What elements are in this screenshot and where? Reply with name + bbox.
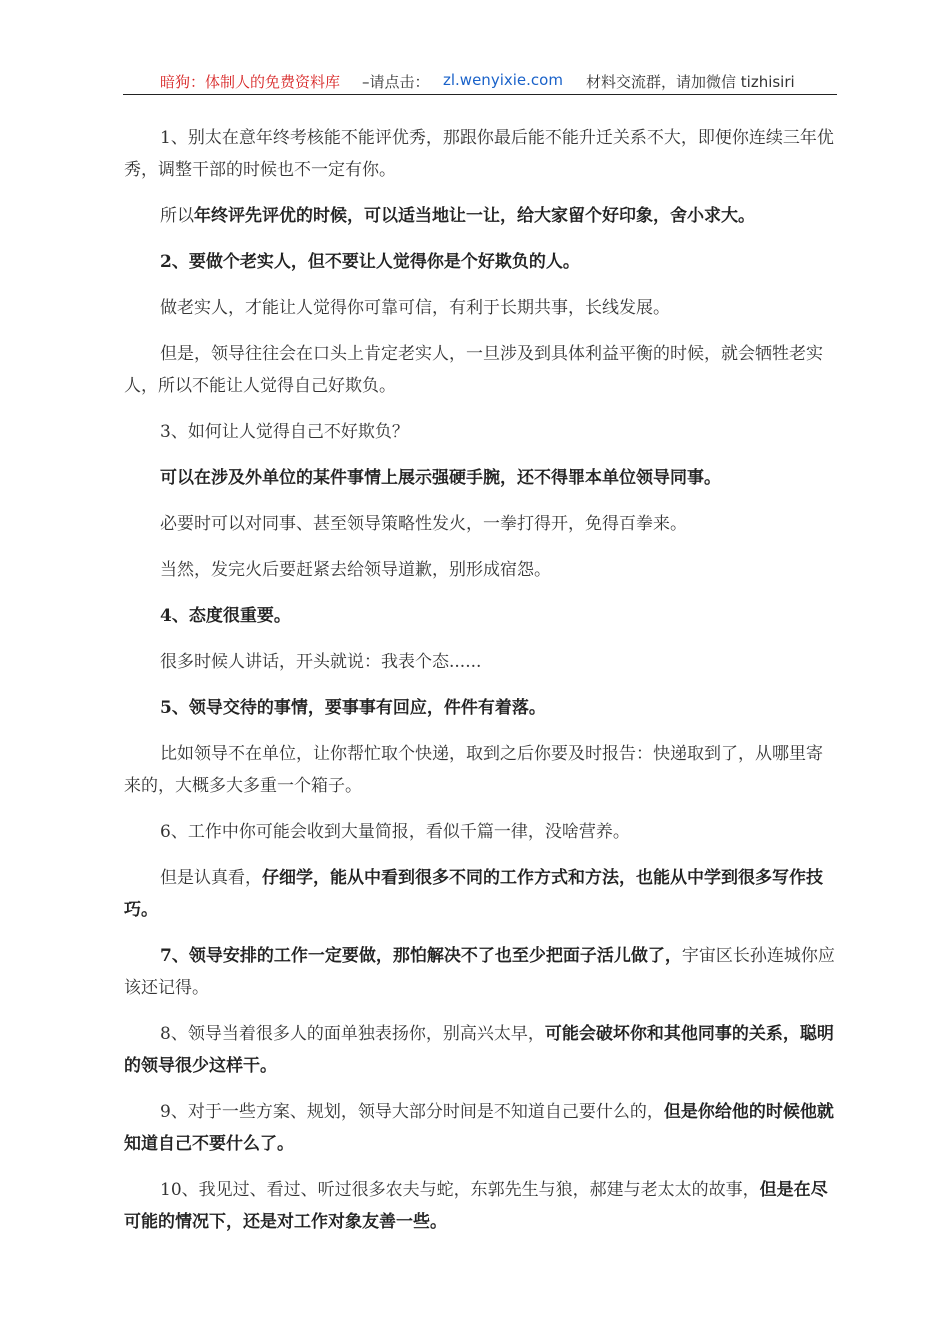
paragraph [124, 646, 838, 678]
paragraph [124, 200, 838, 232]
bold-text-run: 可能会破坏你和其他同事的关系，聪明的领导很少这样干。 [124, 1024, 834, 1076]
text-run: 必要时可以对同事、甚至领导策略性发火，一拳打得开，免得百拳来。 [160, 514, 687, 534]
paragraph [124, 692, 838, 724]
header-click-prompt: –请点击： [362, 73, 430, 91]
page-header [123, 70, 837, 95]
text-run: 8、领导当着很多人的面单独表扬你，别高兴太早， [160, 1024, 545, 1044]
paragraph [124, 862, 838, 926]
bold-text-run: 但是你给他的时候他就知道自己不要什么了。 [124, 1102, 834, 1154]
bold-text-run: 2、要做个老实人，但不要让人觉得你是个好欺负的人。 [160, 252, 580, 272]
text-run: 10、我见过、看过、听过很多农夫与蛇，东郭先生与狼，郝建与老太太的故事， [160, 1180, 760, 1200]
paragraph [124, 416, 838, 448]
header-brand: 暗狗：体制人的免费资料库 [160, 73, 341, 91]
text-run: 1、别太在意年终考核能不能评优秀，那跟你最后能不能升迁关系不大，即便你连续三年优秀，调整干部的时候也不一定有你。 [124, 128, 834, 180]
text-run: 6、工作中你可能会收到大量简报，看似千篇一律，没啥营养。 [160, 822, 630, 842]
paragraph [124, 246, 838, 278]
paragraph [124, 338, 838, 402]
paragraph [124, 816, 838, 848]
header-url-link[interactable]: zl.wenyixie.com [443, 71, 563, 89]
paragraph [124, 122, 838, 186]
bold-text-run: 7、领导安排的工作一定要做，那怕解决不了也至少把面子活儿做了， [160, 946, 682, 966]
paragraph [124, 600, 838, 632]
text-run: 3、如何让人觉得自己不好欺负？ [160, 422, 409, 442]
paragraph [124, 292, 838, 324]
paragraph [124, 554, 838, 586]
paragraph [124, 462, 838, 494]
paragraph [124, 1018, 838, 1082]
text-run: 所以 [160, 206, 194, 226]
bold-text-run: 仔细学，能从中看到很多不同的工作方式和方法，也能从中学到很多写作技巧。 [124, 868, 823, 920]
document-body [124, 122, 838, 1252]
bold-text-run: 4、态度很重要。 [160, 606, 291, 626]
bold-text-run: 但是在尽可能的情况下，还是对工作对象友善一些。 [124, 1180, 828, 1232]
text-run: 但是，领导往往会在口头上肯定老实人，一旦涉及到具体利益平衡的时候，就会牺牲老实人，所以不能让人觉得自己好欺负。 [124, 344, 823, 396]
bold-text-run: 5、领导交待的事情，要事事有回应，件件有着落。 [160, 698, 546, 718]
paragraph [124, 738, 838, 802]
text-run: 比如领导不在单位，让你帮忙取个快递，取到之后你要及时报告：快递取到了，从哪里寄来的，大概多大多重一个箱子。 [124, 744, 823, 796]
text-run: 宇宙区长孙连城你应该还记得。 [124, 946, 835, 998]
paragraph [124, 508, 838, 540]
paragraph [124, 1096, 838, 1160]
text-run: 但是认真看， [160, 868, 262, 888]
text-run: 9、对于一些方案、规划，领导大部分时间是不知道自己要什么的， [160, 1102, 664, 1122]
header-wechat-group: 材料交流群，请加微信 tizhisiri [586, 73, 795, 91]
text-run: 很多时候人讲话，开头就说：我表个态...... [160, 652, 482, 672]
text-run: 当然，发完火后要赶紧去给领导道歉，别形成宿怨。 [160, 560, 551, 580]
paragraph [124, 940, 838, 1004]
bold-text-run: 可以在涉及外单位的某件事情上展示强硬手腕，还不得罪本单位领导同事。 [160, 468, 721, 488]
text-run: 做老实人，才能让人觉得你可靠可信，有利于长期共事，长线发展。 [160, 298, 670, 318]
bold-text-run: 年终评先评优的时候，可以适当地让一让，给大家留个好印象，舍小求大。 [194, 206, 755, 226]
paragraph [124, 1174, 838, 1238]
